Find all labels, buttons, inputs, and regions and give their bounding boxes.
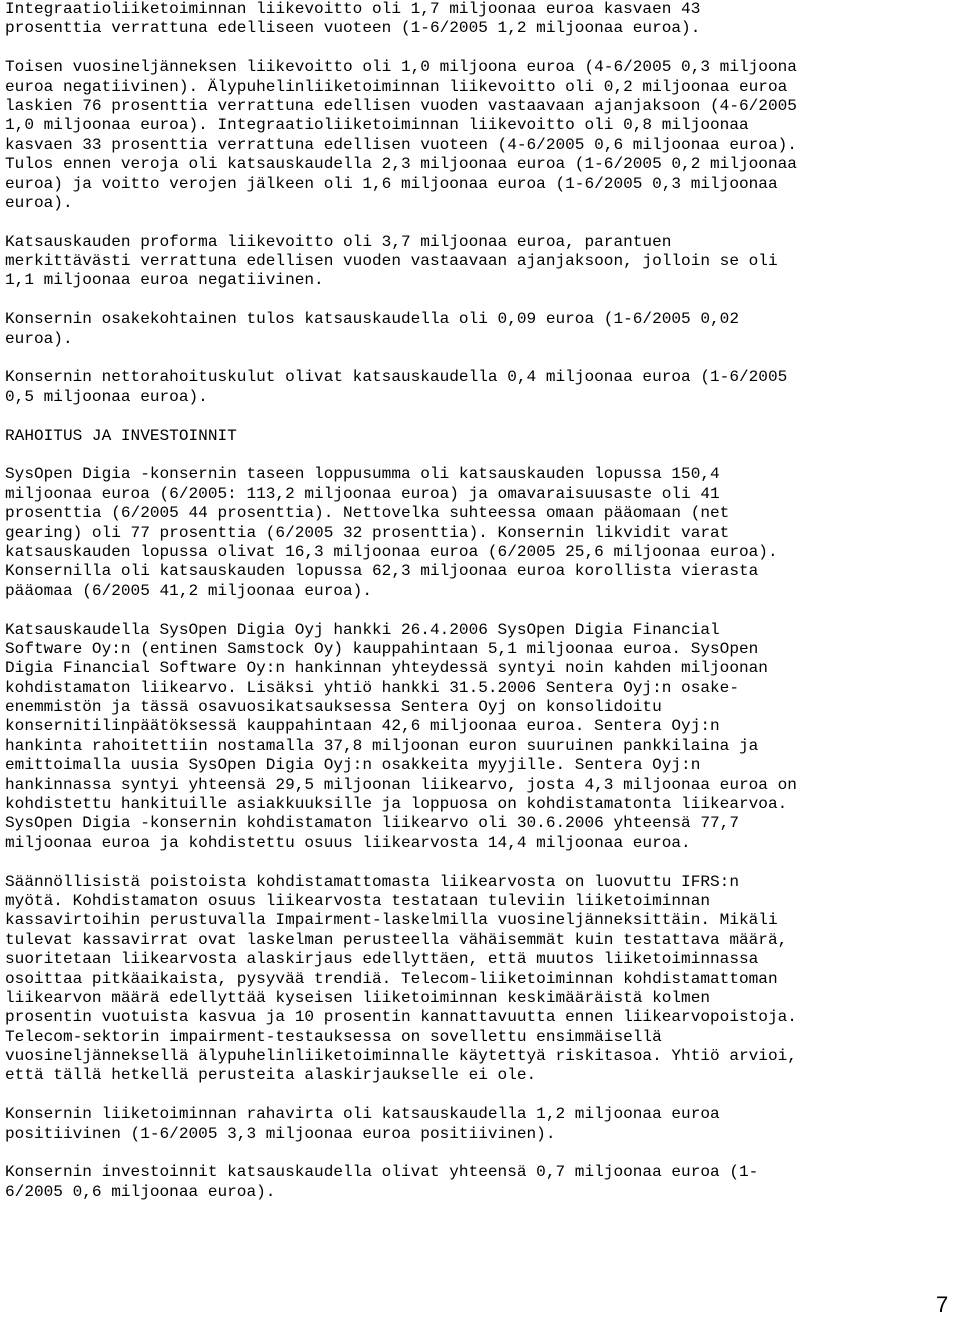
text-line: merkittävästi verrattuna edellisen vuoden vastaavaan ajanjaksoon, jolloin se oli xyxy=(5,252,778,271)
paragraph xyxy=(5,310,960,349)
paragraph-gap xyxy=(5,291,960,310)
text-line: katsauskauden lopussa olivat 16,3 miljoonaa euroa (6/2005 25,6 miljoonaa euroa). xyxy=(5,542,778,561)
text-line: euroa) ja voitto verojen jälkeen oli 1,6 miljoonaa euroa (1-6/2005 0,3 miljoonaa xyxy=(5,174,778,193)
paragraph-gap xyxy=(5,407,960,426)
text-line: emittoimalla uusia SysOpen Digia Oyj:n osakkeita myyjille. Sentera Oyj:n xyxy=(5,756,701,775)
text-line: euroa). xyxy=(5,329,73,348)
paragraph-gap xyxy=(5,853,960,872)
text-line: gearing) oli 77 prosenttia (6/2005 32 prosenttia). Konsernin likvidit varat xyxy=(5,523,730,542)
text-line: Konsernin investoinnit katsauskaudella olivat yhteensä 0,7 miljoonaa euroa (1- xyxy=(5,1163,759,1182)
text-line: kohdistamaton liikearvo. Lisäksi yhtiö hankki 31.5.2006 Sentera Oyj:n osake- xyxy=(5,678,739,697)
text-line: 6/2005 0,6 miljoonaa euroa). xyxy=(5,1182,276,1201)
text-line: 1,1 miljoonaa euroa negatiivinen. xyxy=(5,271,324,290)
page-number: 7 xyxy=(936,1292,949,1317)
text-line: prosenttia (6/2005 44 prosenttia). Nettovelka suhteessa omaan pääomaan (net xyxy=(5,504,730,523)
text-line: osoittaa pitkäaikaista, pysyvää trendiä. Telecom-liiketoiminnan kohdistamattoman xyxy=(5,969,778,988)
text-line: myötä. Kohdistamaton osuus liikearvosta testataan tuleviin liiketoiminnan xyxy=(5,891,711,910)
text-line: Integraatioliiketoiminnan liikevoitto oli 1,7 miljoonaa euroa kasvaen 43 xyxy=(5,0,701,18)
text-line: että tällä hetkellä perusteita alaskirjaukselle ei ole. xyxy=(5,1066,537,1085)
text-line: miljoonaa euroa (6/2005: 113,2 miljoonaa euroa) ja omavaraisuusaste oli 41 xyxy=(5,484,720,503)
text-line: kasvaen 33 prosenttia verrattuna edellisen vuoteen (4-6/2005 0,6 miljoonaa euroa). xyxy=(5,135,797,154)
text-line: SysOpen Digia -konsernin kohdistamaton liikearvo oli 30.6.2006 yhteensä 77,7 xyxy=(5,814,739,833)
document-page xyxy=(5,0,960,1202)
paragraph-gap xyxy=(5,1144,960,1163)
text-line: pääomaa (6/2005 41,2 miljoonaa euroa). xyxy=(5,581,372,600)
text-line: prosenttia verrattuna edelliseen vuoteen (1-6/2005 1,2 miljoonaa euroa). xyxy=(5,19,701,38)
text-line: 1,0 miljoonaa euroa). Integraatioliiketoiminnan liikevoitto oli 0,8 miljoonaa xyxy=(5,116,749,135)
text-line: miljoonaa euroa ja kohdistettu osuus liikearvosta 14,4 miljoonaa euroa. xyxy=(5,833,691,852)
text-line: Telecom-sektorin impairment-testauksessa on sovellettu ensimmäisellä xyxy=(5,1027,662,1046)
paragraph xyxy=(5,368,960,407)
text-line: enemmistön ja tässä osavuosikatsauksessa Sentera Oyj on konsolidoitu xyxy=(5,698,662,717)
text-line: Katsauskaudella SysOpen Digia Oyj hankki 26.4.2006 SysOpen Digia Financial xyxy=(5,620,720,639)
text-line: 0,5 miljoonaa euroa). xyxy=(5,387,208,406)
section-heading xyxy=(5,427,960,446)
paragraph-gap xyxy=(5,39,960,58)
text-line: vuosineljänneksellä älypuhelinliiketoiminnalle käytettyä riskitasoa. Yhtiö arvioi, xyxy=(5,1047,797,1066)
text-line: euroa). xyxy=(5,193,73,212)
text-line: SysOpen Digia -konsernin taseen loppusumma oli katsauskauden lopussa 150,4 xyxy=(5,465,720,484)
paragraph xyxy=(5,621,960,854)
text-line: kohdistettu hankituille asiakkuuksille ja loppuosa on kohdistamatonta liikearvoa. xyxy=(5,795,788,814)
paragraph xyxy=(5,0,960,39)
text-line: kassavirtoihin perustuvalla Impairment-laskelmilla vuosineljänneksittäin. Mikäli xyxy=(5,911,778,930)
text-line: tulevat kassavirrat ovat laskelman perusteella vähäisemmät kuin testattava määrä, xyxy=(5,930,788,949)
text-line: Konsernin liiketoiminnan rahavirta oli katsauskaudella 1,2 miljoonaa euroa xyxy=(5,1105,720,1124)
text-line: konsernitilinpäätöksessä kauppahintaan 42,6 miljoonaa euroa. Sentera Oyj:n xyxy=(5,717,720,736)
text-line: Software Oy:n (entinen Samstock Oy) kauppahintaan 5,1 miljoonaa euroa. SysOpen xyxy=(5,639,759,658)
text-line: Konsernilla oli katsauskauden lopussa 62,3 miljoonaa euroa korollista vierasta xyxy=(5,562,759,581)
paragraph-gap xyxy=(5,349,960,368)
text-line: Tulos ennen veroja oli katsauskaudella 2,3 miljoonaa euroa (1-6/2005 0,2 miljoonaa xyxy=(5,155,797,174)
text-line: Toisen vuosineljänneksen liikevoitto oli 1,0 miljoona euroa (4-6/2005 0,3 miljoona xyxy=(5,58,797,77)
paragraph xyxy=(5,58,960,213)
paragraph-gap xyxy=(5,1086,960,1105)
text-line: Konsernin nettorahoituskulut olivat katsauskaudella 0,4 miljoonaa euroa (1-6/2005 xyxy=(5,368,788,387)
text-line: Säännöllisistä poistoista kohdistamattomasta liikearvosta on luovuttu IFRS:n xyxy=(5,872,739,891)
text-line: Konsernin osakekohtainen tulos katsauskaudella oli 0,09 euroa (1-6/2005 0,02 xyxy=(5,310,739,329)
paragraph-gap xyxy=(5,446,960,465)
paragraph xyxy=(5,1163,960,1202)
text-line: Katsauskauden proforma liikevoitto oli 3,7 miljoonaa euroa, parantuen xyxy=(5,232,672,251)
paragraph xyxy=(5,233,960,291)
text-line: positiivinen (1-6/2005 3,3 miljoonaa euroa positiivinen). xyxy=(5,1124,556,1143)
text-line: liikearvon määrä edellyttää kyseisen liiketoiminnan keskimääräistä kolmen xyxy=(5,988,711,1007)
paragraph xyxy=(5,465,960,601)
paragraph-gap xyxy=(5,213,960,232)
paragraph-gap xyxy=(5,601,960,620)
text-line: hankinta rahoitettiin nostamalla 37,8 miljoonan euron suuruinen pankkilaina ja xyxy=(5,736,759,755)
paragraph xyxy=(5,873,960,1086)
text-line: RAHOITUS JA INVESTOINNIT xyxy=(5,426,237,445)
text-line: suoritetaan liikearvosta alaskirjaus edellyttäen, että muutos liiketoiminnassa xyxy=(5,950,759,969)
text-line: prosentin vuotuista kasvua ja 10 prosentin kannattavuutta ennen liikearvopoistoja. xyxy=(5,1008,797,1027)
paragraph xyxy=(5,1105,960,1144)
text-line: Digia Financial Software Oy:n hankinnan yhteydessä syntyi noin kahden miljoonan xyxy=(5,659,768,678)
text-line: euroa negatiivinen). Älypuhelinliiketoiminnan liikevoitto oli 0,2 miljoonaa euroa xyxy=(5,77,788,96)
text-line: hankinnassa syntyi yhteensä 29,5 miljoonan liikearvo, josta 4,3 miljoonaa euroa on xyxy=(5,775,797,794)
text-line: laskien 76 prosenttia verrattuna edellisen vuoden vastaavaan ajanjaksoon (4-6/2005 xyxy=(5,96,797,115)
